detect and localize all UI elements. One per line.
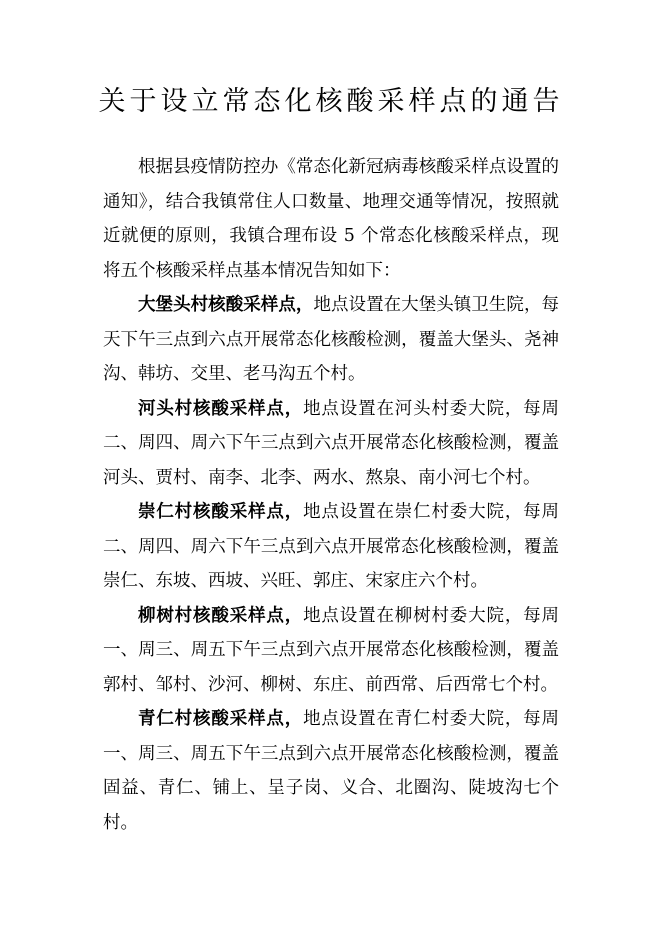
site-paragraph-hetou bbox=[103, 392, 559, 496]
document-body bbox=[103, 150, 559, 840]
site-paragraph-chongren bbox=[103, 495, 559, 599]
site-name: 河头村核酸采样点， bbox=[138, 398, 304, 419]
site-name: 青仁村核酸采样点， bbox=[138, 709, 304, 729]
site-paragraph-liushu bbox=[103, 599, 559, 703]
document-title: 关于设立常态化核酸采样点的通告 bbox=[98, 86, 564, 117]
site-detail: 地点设置在青仁村委大院，每周一、周三、周五下午三点到六点开展常态化核酸检测，覆盖固益、青仁、铺上、呈子岗、义合、北圈沟、陡坡沟七个村。 bbox=[103, 709, 560, 833]
site-detail: 地点设置在大堡头镇卫生院，每天下午三点到六点开展常态化核酸检测，覆盖大堡头、尧神沟、韩坊、交里、老马沟五个村。 bbox=[103, 295, 560, 384]
site-name: 柳树村核酸采样点， bbox=[138, 605, 304, 626]
site-paragraph-dabaotou bbox=[103, 288, 559, 392]
site-detail: 地点设置在柳树村委大院，每周一、周三、周五下午三点到六点开展常态化核酸检测，覆盖郭村、邹村、沙河、柳树、东庄、前西常、后西常七个村。 bbox=[103, 605, 560, 695]
site-paragraph-qingren bbox=[103, 702, 559, 840]
title-wrap bbox=[80, 86, 582, 118]
site-name: 大堡头村核酸采样点， bbox=[138, 295, 314, 315]
intro-paragraph: 根据县疫情防控办《常态化新冠病毒核酸采样点设置的通知》，结合我镇常住人口数量、地理交通等情况，按照就近就便的原则，我镇合理布设 5 个常态化核酸采样点，现将五个核酸采样点基本情况告知如下： bbox=[103, 157, 559, 281]
site-name: 崇仁村核酸采样点， bbox=[138, 502, 304, 522]
site-detail: 地点设置在河头村委大院，每周二、周四、周六下午三点到六点开展常态化核酸检测，覆盖河头、贾村、南李、北李、两水、熬泉、南小河七个村。 bbox=[103, 398, 560, 488]
site-detail: 地点设置在崇仁村委大院，每周二、周四、周六下午三点到六点开展常态化核酸检测，覆盖崇仁、东坡、西坡、兴旺、郭庄、宋家庄六个村。 bbox=[103, 502, 560, 591]
